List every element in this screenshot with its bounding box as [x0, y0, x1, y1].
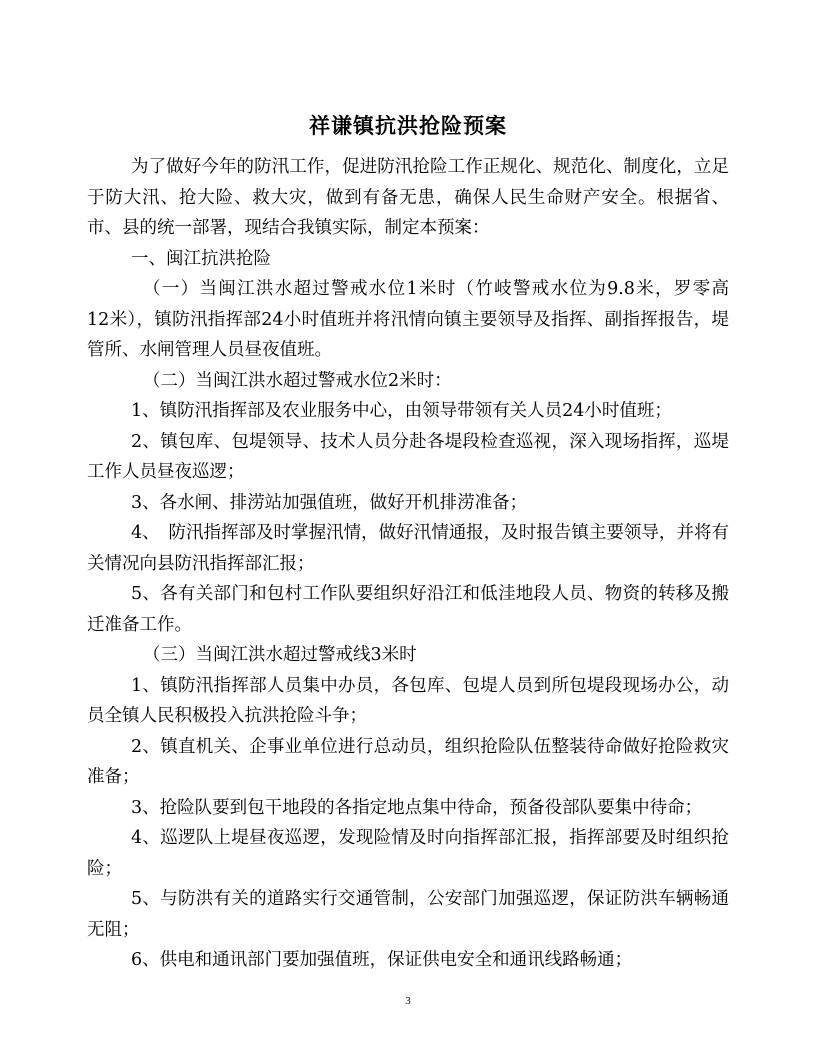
list-item: 3、抢险队要到包干地段的各指定地点集中待命，预备役部队要集中待命；: [131, 797, 703, 818]
intro-paragraph: 为了做好今年的防汛工作，促进防汛抢险工作正规化、规范化、制度化，立足于防大汛、抢大险、救大灾，做到有备无患，确保人民生命财产安全。根据省、市、县的统一部署，现结合我镇实际，制定本预案：: [87, 157, 729, 238]
document-body: [87, 152, 747, 976]
list-item: 1、镇防汛指挥部及农业服务中心，由领导带领有关人员24小时值班；: [131, 401, 672, 421]
section-heading: 一、闽江抗洪抢险: [131, 248, 271, 269]
list-item: 4、 防汛指挥部及时掌握汛情，做好汛情通报，及时报告镇主要领导，并将有关情况向县防汛指挥部汇报；: [87, 523, 729, 574]
list-item: 2、镇包库、包堤领导、技术人员分赴各堤段检查巡视，深入现场指挥，巡堤工作人员昼夜巡逻；: [87, 431, 729, 482]
list-item: 5、各有关部门和包村工作队要组织好沿江和低洼地段人员、物资的转移及搬迁准备工作。: [87, 584, 729, 635]
subsection-two: （二）当闽江洪水超过警戒水位2米时：: [143, 370, 452, 391]
subsection-one: （一）当闽江洪水超过警戒水位1米时（竹岐警戒水位为9.8米，罗零高 12米），镇防汛指挥部24小时值班并将汛情向镇主要领导及指挥、副指挥报告，堤管所、水闸管理人员昼夜值班。: [87, 279, 747, 360]
subsection-three: （三）当闽江洪水超过警戒线3米时: [143, 645, 417, 665]
list-item: 5、与防洪有关的道路实行交通管制，公安部门加强巡逻，保证防洪车辆畅通无阻；: [87, 889, 729, 940]
page-number: 3: [405, 995, 411, 1007]
document-title: 祥谦镇抗洪抢险预案: [309, 113, 507, 138]
list-item: 4、巡逻队上堤昼夜巡逻，发现险情及时向指挥部汇报，指挥部要及时组织抢险；: [87, 828, 729, 879]
list-item: 1、镇防汛指挥部人员集中办员，各包库、包堤人员到所包堤段现场办公，动员全镇人民积极投入抗洪抢险斗争；: [87, 675, 729, 726]
list-item: 6、供电和通讯部门要加强值班，保证供电安全和通讯线路畅通；: [131, 950, 633, 970]
list-item: 2、镇直机关、企事业单位进行总动员，组织抢险队伍整装待命做好抢险救灾准备；: [87, 736, 729, 787]
list-item: 3、各水闸、排涝站加强值班，做好开机排涝准备；: [131, 492, 528, 513]
